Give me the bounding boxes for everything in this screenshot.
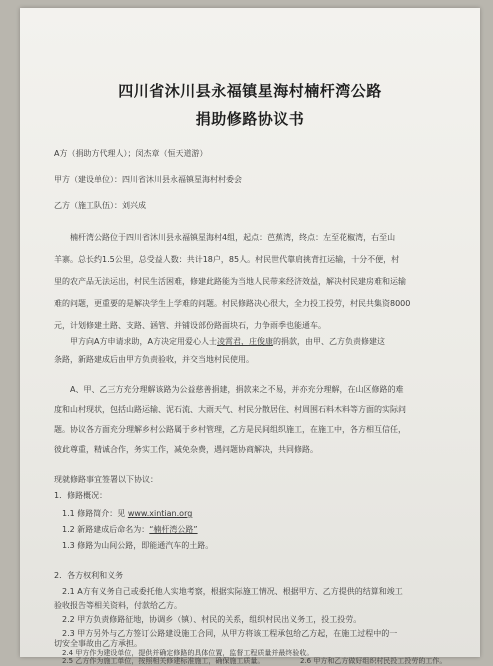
principle-line-4: 彼此尊重，精诚合作，务实工作，减免杂费，遇问题协商解决，共同修路。 [54, 445, 318, 454]
section2-item-3-cont: 切安全事故由乙方承担。 [54, 639, 142, 648]
item-text: 甲方负责修路征地，协调乡（镇）、村民的关系，组织村民出义务工，投工投劳。 [77, 615, 362, 624]
website-link[interactable]: www.xintian.org [127, 509, 193, 518]
principle-line-2: 度和山村现状，包括山路运输、泥石流、大雨天气、村民分散居住、村周围石料木料等方面的实际问 [54, 405, 406, 414]
item-num: 2.2 [62, 615, 75, 624]
item-num: 1.2 [62, 525, 75, 534]
section2-item-1-cont: 验收报告等相关资料，付款给乙方。 [54, 601, 182, 610]
section1-heading: 1．修路概况： [54, 491, 108, 500]
intro-line-3: 里的农产品无法运出，村民生活困难，修建此路能为当地人民带来经济效益，解决村民建房难和运输 [54, 277, 406, 286]
section2-heading: 2．各方权利和义务 [54, 571, 124, 580]
request-line-2: 条路，新路建成后由甲方负责验收，并交当地村民使用。 [54, 355, 254, 364]
intro-line-2: 羊寨。总长约1.5公里，总受益人数：共计18户，85人。村民世代靠肩挑背扛运输，十分不便，村 [54, 255, 400, 264]
section2-item-1 [62, 586, 403, 597]
section2-item-2 [62, 614, 361, 625]
request-prefix: 甲方向A方申请求助，A方决定用爱心人士 [70, 337, 217, 346]
section1-item-3 [62, 540, 213, 551]
principle-line-1: A、甲、乙三方充分理解该路为公益慈善捐建，捐款来之不易，并亦充分理解，在山区修路的难 [70, 385, 404, 394]
item-num: 2.3 [62, 629, 75, 638]
title-line-1: 四川省沐川县永福镇星海村楠杆湾公路 [118, 82, 382, 100]
item-text: 甲方和乙方做好组织村民投工投劳的工作。 [313, 657, 447, 665]
section1-item-2 [62, 524, 198, 535]
section1-item-1 [62, 508, 192, 519]
item-num: 2.1 [62, 587, 75, 596]
item-text: 甲方作为建设单位，提供并确定修路的具体位置，监督工程质量并最终验收。 [75, 649, 314, 657]
road-name: “楠杆湾公路” [149, 525, 198, 534]
agreement-page [20, 8, 480, 665]
item-text: 乙方作为施工单位，按照相关修建标准施工，确保施工质量。 [75, 657, 265, 665]
intro-line-5: 元，计划修建土路、支路、涵管、并铺设部份路面块石，力争雨季也能通车。 [54, 321, 326, 330]
item-num: 2.4 [62, 649, 74, 657]
request-line-1 [70, 336, 385, 347]
party-jia-line: 甲方（建设单位）：四川省沐川县永福镇星海村村委会 [54, 175, 242, 184]
principle-line-3: 题。协议各方面充分理解乡村公路属于乡村管理，乙方是民间组织施工，在施工中，各方相互信任， [54, 425, 406, 434]
request-suffix: 的捐款，由甲、乙方负责修建这 [272, 337, 385, 346]
item-num: 1.1 [62, 509, 75, 518]
item-text: 修路简介：见 [77, 509, 128, 518]
agreement-intro: 现就修路事宜签署以下协议： [54, 475, 158, 484]
donor-names: 凌霄君，庄俊康 [216, 337, 273, 346]
section2-item-6 [300, 656, 446, 666]
intro-line-1: 楠杆湾公路位于四川省沐川县永福镇星海村4组，起点：芭蕉湾，终点：左至花椒湾，右至山 [70, 233, 396, 242]
item-num: 2.6 [300, 657, 312, 665]
item-text: 修路为山间公路，即能通汽车的土路。 [77, 541, 214, 550]
title-line-2: 捐助修路协议书 [195, 110, 305, 128]
item-num: 2.5 [62, 657, 74, 665]
party-yi-line: 乙方（施工队伍）：刘兴成 [54, 201, 146, 210]
item-text: 甲方另外与乙方签订公路建设施工合同，从甲方将该工程承包给乙方起，在施工过程中的一 [77, 629, 398, 638]
item-text: 新路建成后命名为： [77, 525, 150, 534]
intro-line-4: 难的问题，更重要的是解决学生上学难的问题。村民修路决心很大，全力投工投劳，村民共集资8000 [54, 299, 411, 308]
item-text: A方有义务自己或委托他人实地考察，根据实际施工情况、根据甲方、乙方提供的结算和竣工 [77, 587, 403, 596]
section2-item-5 [62, 656, 264, 666]
party-a-line: A方（捐助方代理人）；闵杰章（恒天道游） [54, 149, 208, 158]
item-num: 1.3 [62, 541, 75, 550]
